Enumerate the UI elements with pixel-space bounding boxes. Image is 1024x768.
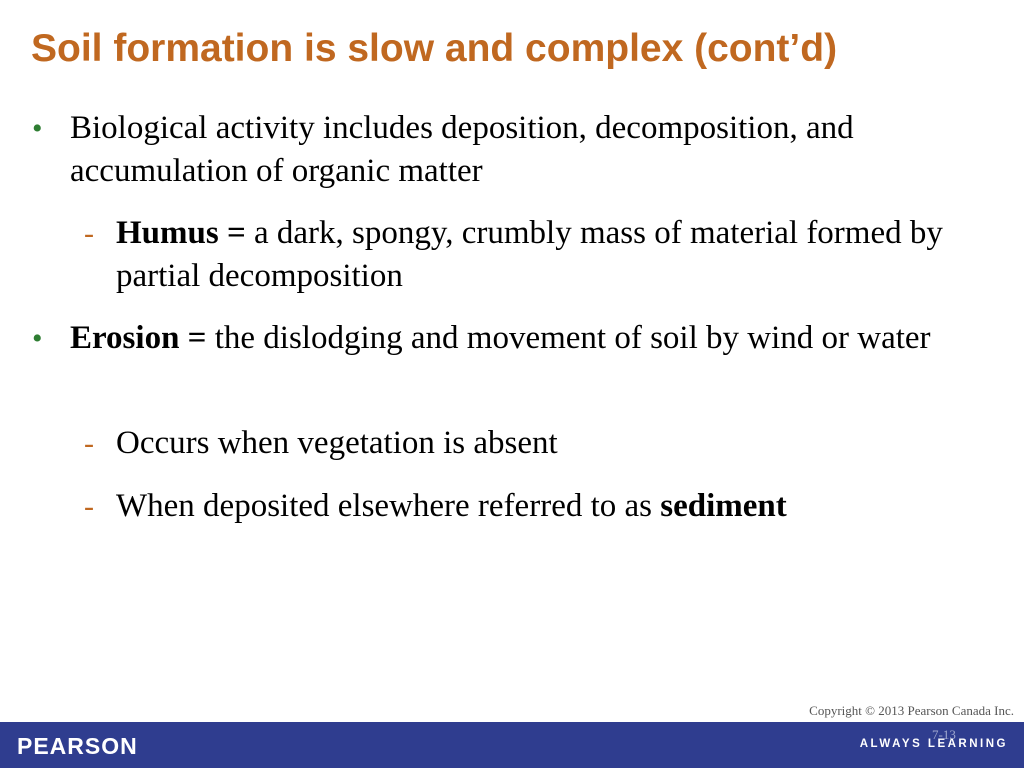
footer-bar xyxy=(0,722,1024,768)
bullet-biological-activity xyxy=(32,107,990,193)
bullet-marker: • xyxy=(32,112,43,145)
bullet-text: Occurs when vegetation is absent xyxy=(116,425,558,461)
bullet-marker: • xyxy=(32,322,43,355)
bullet-text: When deposited elsewhere referred to as xyxy=(116,488,661,524)
term-humus: Humus = xyxy=(116,215,246,251)
bullet-text: the dislodging and movement of soil by wind or water xyxy=(206,320,931,356)
bullet-text: Biological activity includes deposition, decomposition, and accumulation of organic matter xyxy=(70,110,854,189)
sub-bullet-humus xyxy=(84,212,996,298)
pearson-logo: PEARSON xyxy=(17,733,138,759)
sub-bullet-marker: - xyxy=(84,490,94,523)
sub-bullet-vegetation xyxy=(84,422,996,465)
sub-bullet-sediment xyxy=(84,485,996,528)
slide-title: Soil formation is slow and complex (cont’d) xyxy=(31,27,838,70)
tagline: ALWAYS LEARNING xyxy=(859,738,1008,750)
page-number: 7-13 xyxy=(932,727,956,742)
sub-bullet-marker: - xyxy=(84,217,94,250)
term-sediment: sediment xyxy=(660,488,787,524)
copyright-notice: Copyright © 2013 Pearson Canada Inc. xyxy=(809,703,1014,718)
sub-bullet-marker: - xyxy=(84,427,94,460)
bullet-text: a dark, spongy, crumbly mass of material formed by partial decomposition xyxy=(116,215,943,294)
bullet-erosion xyxy=(32,317,990,360)
term-erosion: Erosion = xyxy=(70,320,207,356)
